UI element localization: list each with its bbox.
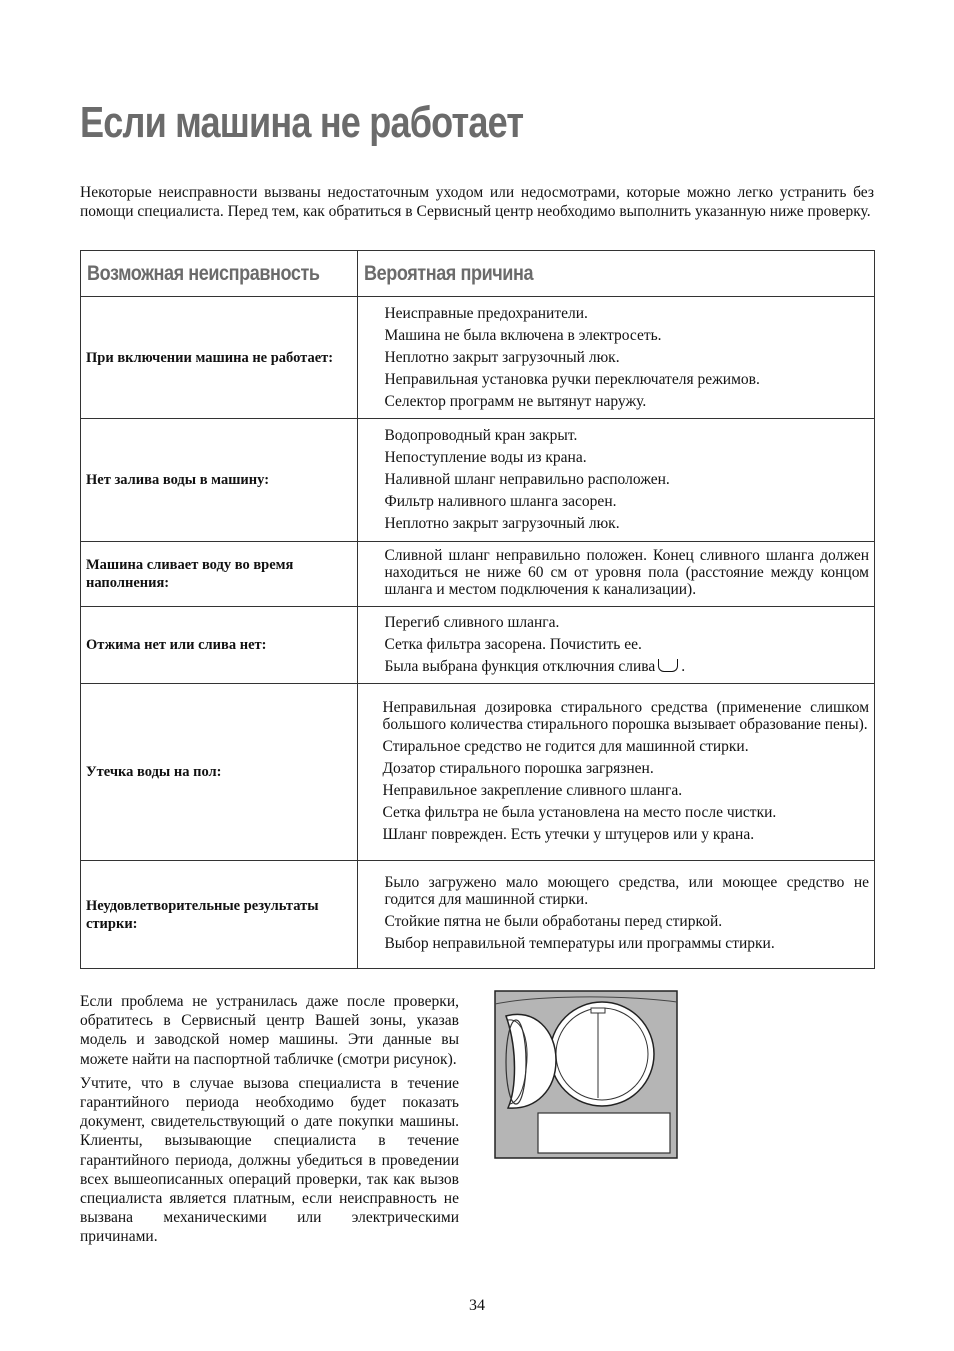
cause-item: Сетка фильтра засорена. Почистить ее. xyxy=(384,636,642,653)
cause-list xyxy=(358,542,875,607)
fault-label: При включении машина не работает: xyxy=(81,297,358,419)
cause-item: Была выбрана функция отключния слива . xyxy=(384,658,686,675)
table-row xyxy=(81,419,875,542)
cause-item: Стойкие пятна не были обработаны перед стиркой. xyxy=(384,913,723,930)
cause-list xyxy=(358,861,875,969)
page-number: 34 xyxy=(469,1297,485,1314)
page-title: Если машина не работает xyxy=(80,98,524,147)
drain-off-icon xyxy=(658,659,678,672)
cause-item: Дозатор стирального порошка загрязнен. xyxy=(382,759,654,777)
cause-item: Неправильная установка ручки переключателя режимов. xyxy=(384,370,760,388)
table-row xyxy=(81,542,875,607)
cause-item: Фильтр наливного шланга засорен. xyxy=(384,493,617,510)
cause-item: Неплотно закрыт загрузочный люк. xyxy=(384,515,620,532)
table-row xyxy=(81,297,875,419)
cause-item: Машина не была включена в электросеть. xyxy=(384,326,662,344)
cause-item: Выбор неправильной температуры или программы стирки. xyxy=(384,935,775,952)
cause-item: Шланг поврежден. Есть утечки у штуцеров или у крана. xyxy=(382,825,755,843)
cause-item: Сливной шланг неправильно положен. Конец сливного шланга должен находиться не ниже 60 см от уровня пола (расстояние между концом шланга и местом подключения к канализации). xyxy=(384,547,869,598)
washing-machine-rating-plate-icon xyxy=(494,990,678,1159)
cause-item: Было загружено мало моющего средства, или моющее средство не годится для машинной стирки. xyxy=(384,874,869,908)
cause-list xyxy=(358,607,875,684)
table-header-row xyxy=(81,251,875,297)
cause-item: Неисправные предохранители. xyxy=(384,304,588,322)
cause-list xyxy=(358,297,875,419)
fault-label: Неудовлетворительные результаты стирки: xyxy=(81,861,358,969)
cause-item: Селектор программ не вытянут наружу. xyxy=(384,392,647,410)
fault-label: Утечка воды на пол: xyxy=(81,684,358,861)
cause-item: Водопроводный кран закрыт. xyxy=(384,427,578,444)
table-row xyxy=(81,861,875,969)
header-cause: Вероятная причина xyxy=(358,251,875,297)
cause-item: Перегиб сливного шланга. xyxy=(384,614,560,631)
fault-label: Отжима нет или слива нет: xyxy=(81,607,358,684)
header-fault: Возможная неисправность xyxy=(81,251,358,297)
cause-item: Неправильное закрепление сливного шланга. xyxy=(382,781,683,799)
cause-list xyxy=(358,419,875,542)
warranty-paragraph: Учтите, что в случае вызова специалиста в течение гарантийного периода необходимо будет показать документ, свидетельствующий о дате покупки машины. Клиенты, вызывающие специалиста в течение гарантийного периода, должны убедиться в проведении всех вышеописанных операций проверки, так как вызов специалиста является платным, если неисправность не вызвана механическими или электрическими причинами. xyxy=(80,1074,459,1246)
troubleshooting-table xyxy=(80,250,875,969)
cause-item: Сетка фильтра не была установлена на место после чистки. xyxy=(382,803,777,821)
cause-item: Неплотно закрыт загрузочный люк. xyxy=(384,348,620,366)
cause-item: Наливной шланг неправильно расположен. xyxy=(384,471,670,488)
fault-label: Машина сливает воду во время наполнения: xyxy=(81,542,358,607)
service-paragraph: Если проблема не устранилась даже после проверки, обратитесь в Сервисный центр Вашей зоны, указав модель и заводской номер машины. Эти данные вы можете найти на паспортной табличке (смотри рисунок). xyxy=(80,993,459,1068)
cause-list xyxy=(358,684,875,861)
fault-label: Нет залива воды в машину: xyxy=(81,419,358,542)
service-notes xyxy=(80,992,459,1247)
intro-paragraph: Некоторые неисправности вызваны недостаточным уходом или недосмотрами, которые можно легко устранить без помощи специалиста. Перед тем, как обратиться в Сервисный центр необходимо выполнить указанную ниже проверку. xyxy=(80,184,874,220)
table-row xyxy=(81,684,875,861)
table-row xyxy=(81,607,875,684)
cause-item: Непоступление воды из крана. xyxy=(384,449,587,466)
cause-item: Неправильная дозировка стирального средства (применение слишком большого количества стирального порошка вызывает образование пены). xyxy=(382,698,869,733)
cause-item: Стиральное средство не годится для машинной стирки. xyxy=(382,737,749,755)
